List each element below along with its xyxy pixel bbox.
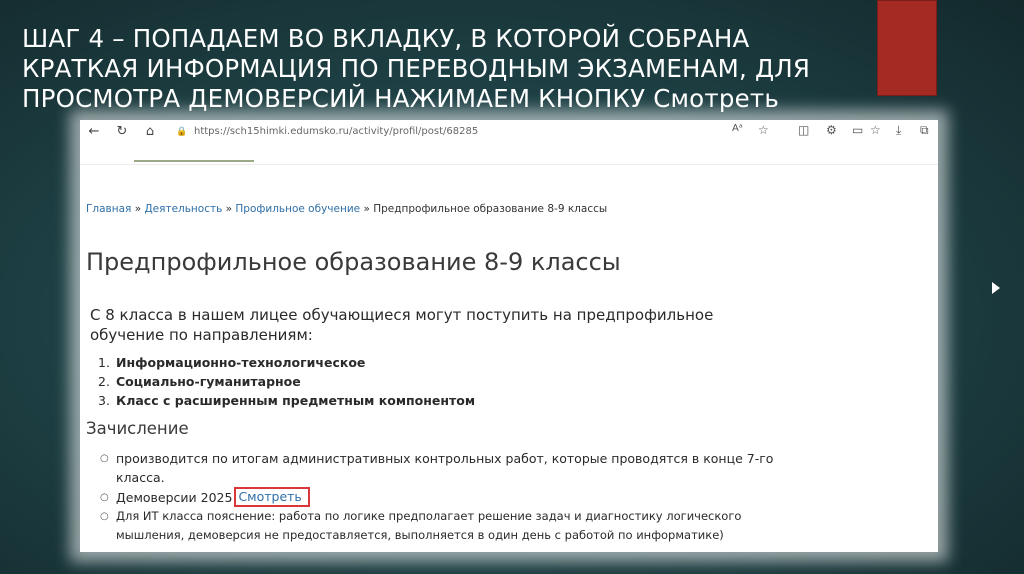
slide-title <box>22 24 872 114</box>
list-item-text: Информационно-технологическое <box>116 355 366 370</box>
extensions-icon[interactable]: ⚙ <box>826 123 837 137</box>
bullet-circle-icon: ○ <box>100 511 109 522</box>
intro-line-2: обучение по направлениям: <box>90 326 313 344</box>
bullet-circle-icon: ○ <box>100 491 109 503</box>
slide-title-line-2: КРАТКАЯ ИНФОРМАЦИЯ ПО ПЕРЕВОДНЫМ ЭКЗАМЕНАМ, ДЛЯ <box>22 54 811 83</box>
home-icon[interactable]: ⌂ <box>145 124 155 139</box>
slide-title-line-3: ПРОСМОТРА ДЕМОВЕРСИЙ НАЖИМАЕМ КНОПКУ Смотреть <box>22 84 779 113</box>
slide-title-line-1: ШАГ 4 – ПОПАДАЕМ ВО ВКЛАДКУ, В КОТОРОЙ СОБРАНА <box>22 24 750 53</box>
enrollment-item-3-line-2: мышления, демоверсия не предоставляется, выполняется в один день с работой по информатике) <box>116 528 724 542</box>
breadcrumb <box>86 203 607 215</box>
enrollment-list <box>100 449 773 545</box>
collections-icon[interactable]: ⧉ <box>920 123 929 137</box>
list-item-text: Социально-гуманитарное <box>116 374 301 389</box>
address-bar[interactable] <box>176 122 770 141</box>
list-item <box>98 353 475 372</box>
browser-screenshot <box>80 120 938 552</box>
breadcrumb-separator: » <box>222 203 236 215</box>
page-title: Предпрофильное образование 8-9 классы <box>86 248 621 276</box>
favorite-star-icon[interactable]: ☆ <box>758 123 769 137</box>
bullet-circle-icon: ○ <box>100 453 109 464</box>
demo-label: Демоверсии 2025 <box>116 489 233 505</box>
breadcrumb-separator: » <box>360 203 374 215</box>
breadcrumb-home[interactable]: Главная <box>86 203 132 215</box>
enrollment-item-3-line-1: Для ИТ класса пояснение: работа по логике предполагает решение задач и диагностику логического <box>116 509 742 523</box>
reading-view-icon[interactable]: ▭ <box>852 123 864 137</box>
list-item-continuation <box>100 468 773 487</box>
list-item <box>98 372 475 391</box>
split-screen-icon[interactable]: ◫ <box>798 123 810 137</box>
favorites-icon[interactable]: ☆ <box>870 123 881 137</box>
list-number: 1. <box>98 355 110 370</box>
list-item <box>100 449 773 468</box>
list-item <box>100 507 773 526</box>
demo-view-link[interactable]: Смотреть <box>234 487 309 507</box>
breadcrumb-current: Предпрофильное образование 8-9 классы <box>373 203 608 215</box>
list-item <box>98 391 475 410</box>
slide-next-arrow-icon[interactable] <box>992 282 1000 294</box>
url-text: https://sch15himki.edumsko.ru/activity/profil/post/68285 <box>194 126 479 137</box>
header-divider <box>80 164 938 165</box>
red-accent-block <box>877 0 937 96</box>
breadcrumb-activity[interactable]: Деятельность <box>144 203 223 215</box>
enrollment-heading: Зачисление <box>86 419 189 438</box>
refresh-icon[interactable]: ↻ <box>116 124 128 139</box>
list-item-continuation <box>100 526 773 545</box>
active-tab-indicator <box>134 160 254 162</box>
enrollment-item-1-line-1: производится по итогам административных контрольных работ, которые проводятся в конце 7-го <box>116 451 774 466</box>
intro-line-1: С 8 класса в нашем лицее обучающиеся могут поступить на предпрофильное <box>90 306 714 324</box>
list-number: 2. <box>98 374 110 389</box>
breadcrumb-profile[interactable]: Профильное обучение <box>235 203 361 215</box>
enrollment-item-1-line-2: класса. <box>116 470 165 485</box>
directions-list <box>98 353 475 410</box>
downloads-icon[interactable]: ⤓ <box>896 123 902 137</box>
intro-paragraph <box>90 305 770 345</box>
browser-toolbar <box>80 120 938 144</box>
read-aloud-icon[interactable]: Aᵃ <box>732 123 743 134</box>
lock-icon: 🔒 <box>176 126 188 137</box>
back-arrow-icon[interactable]: ← <box>88 124 100 139</box>
breadcrumb-separator: » <box>131 203 145 215</box>
list-number: 3. <box>98 393 110 408</box>
list-item-text: Класс с расширенным предметным компонентом <box>116 393 476 408</box>
list-item <box>100 487 773 507</box>
